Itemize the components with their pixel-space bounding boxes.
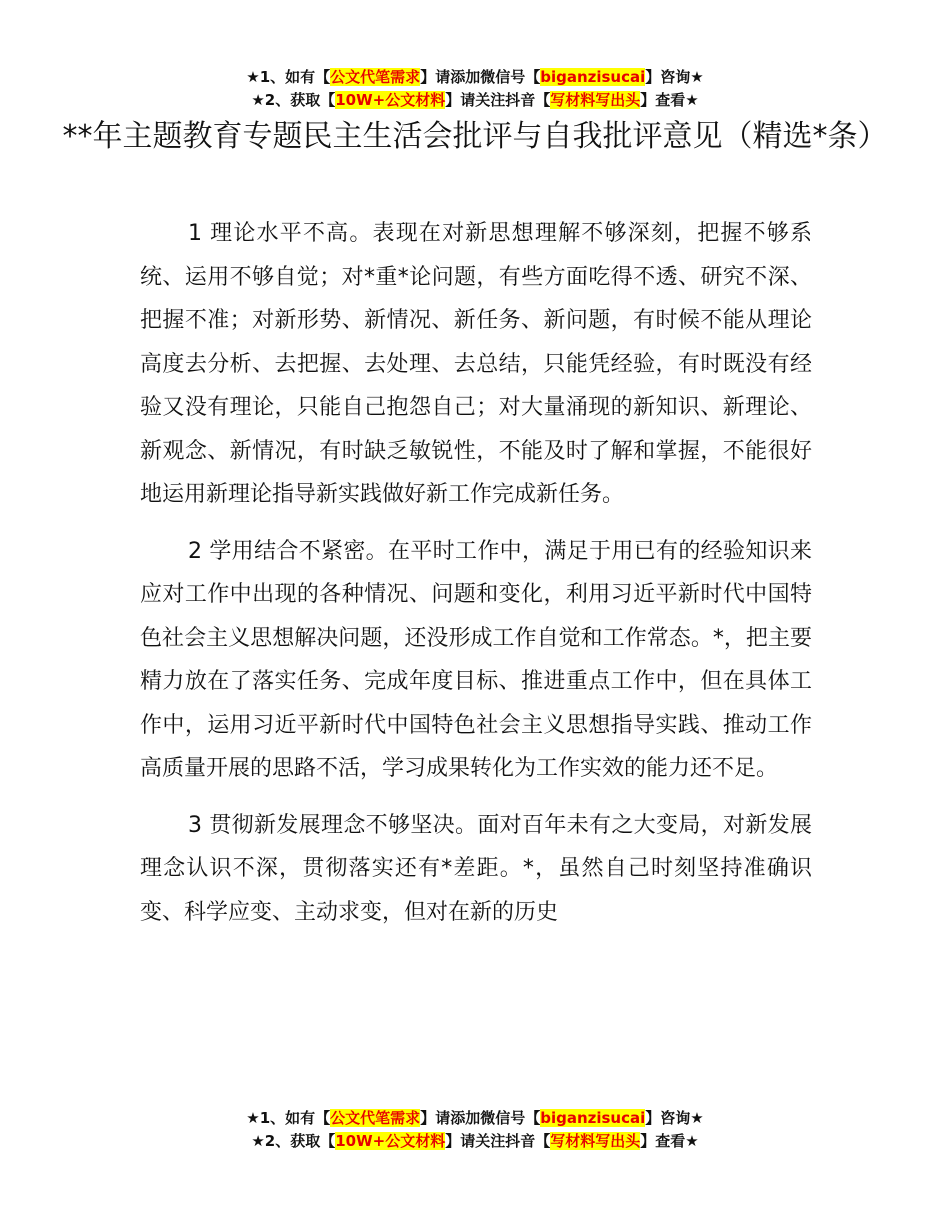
paragraph-2: 2 学用结合不紧密。在平时工作中，满足于用已有的经验知识来应对工作中出现的各种情况、问题和变化，利用习近平新时代中国特色社会主义思想解决问题，还没形成工作自觉和工作常态。*，把主要精力放在了落实任务、完成年度目标、推进重点工作中，但在具体工作中，运用习近平新时代中国特色社会主义思想指导实践、推动工作高质量开展的思路不活，学习成果转化为工作实效的能力还不足。 <box>140 538 812 781</box>
paragraph-3: 3 贯彻新发展理念不够坚决。面对百年未有之大变局，对新发展理念认识不深，贯彻落实还有*差距。*，虽然自己时刻坚持准确识变、科学应变、主动求变，但对在新的历史 <box>140 812 812 925</box>
footer-banner <box>0 1107 950 1153</box>
banner-highlight: 公文代笔需求 <box>330 1109 421 1127</box>
header-banner <box>0 66 950 112</box>
banner-text: 】查看★ <box>640 1132 699 1150</box>
banner-text: ★2、获取【 <box>251 1132 336 1150</box>
banner-text: 】咨询★ <box>645 1109 704 1127</box>
banner-line-1 <box>0 1107 950 1130</box>
banner-highlight: 10W+公文材料 <box>335 91 446 109</box>
banner-text: ★1、如有【 <box>246 68 331 86</box>
banner-highlight: biganzisucai <box>540 68 646 86</box>
document-title: **年主题教育专题民主生活会批评与自我批评意见（精选*条） <box>62 119 888 154</box>
banner-text: 】咨询★ <box>645 68 704 86</box>
banner-text: ★1、如有【 <box>246 1109 331 1127</box>
banner-text: ★2、获取【 <box>251 91 336 109</box>
banner-text: 】请添加微信号【 <box>420 1109 541 1127</box>
banner-highlight: 10W+公文材料 <box>335 1132 446 1150</box>
banner-text: 】请关注抖音【 <box>445 91 551 109</box>
paragraph-1: 1 理论水平不高。表现在对新思想理解不够深刻，把握不够系统、运用不够自觉；对*重*论问题，有些方面吃得不透、研究不深、把握不准；对新形势、新情况、新任务、新问题，有时候不能从理论高度去分析、去把握、去处理、去总结，只能凭经验，有时既没有经验又没有理论，只能自己抱怨自己；对大量涌现的新知识、新理论、新观念、新情况，有时缺乏敏锐性，不能及时了解和掌握，不能很好地运用新理论指导新实践做好新工作完成新任务。 <box>140 221 812 507</box>
banner-text: 】请关注抖音【 <box>445 1132 551 1150</box>
banner-highlight: 写材料写出头 <box>550 1132 641 1150</box>
banner-highlight: 公文代笔需求 <box>330 68 421 86</box>
banner-text: 】请添加微信号【 <box>420 68 541 86</box>
banner-line-1 <box>0 66 950 89</box>
banner-line-2 <box>0 1130 950 1153</box>
banner-text: 】查看★ <box>640 91 699 109</box>
banner-highlight: biganzisucai <box>540 1109 646 1127</box>
banner-highlight: 写材料写出头 <box>550 91 641 109</box>
document-body <box>140 212 812 947</box>
banner-line-2 <box>0 89 950 112</box>
